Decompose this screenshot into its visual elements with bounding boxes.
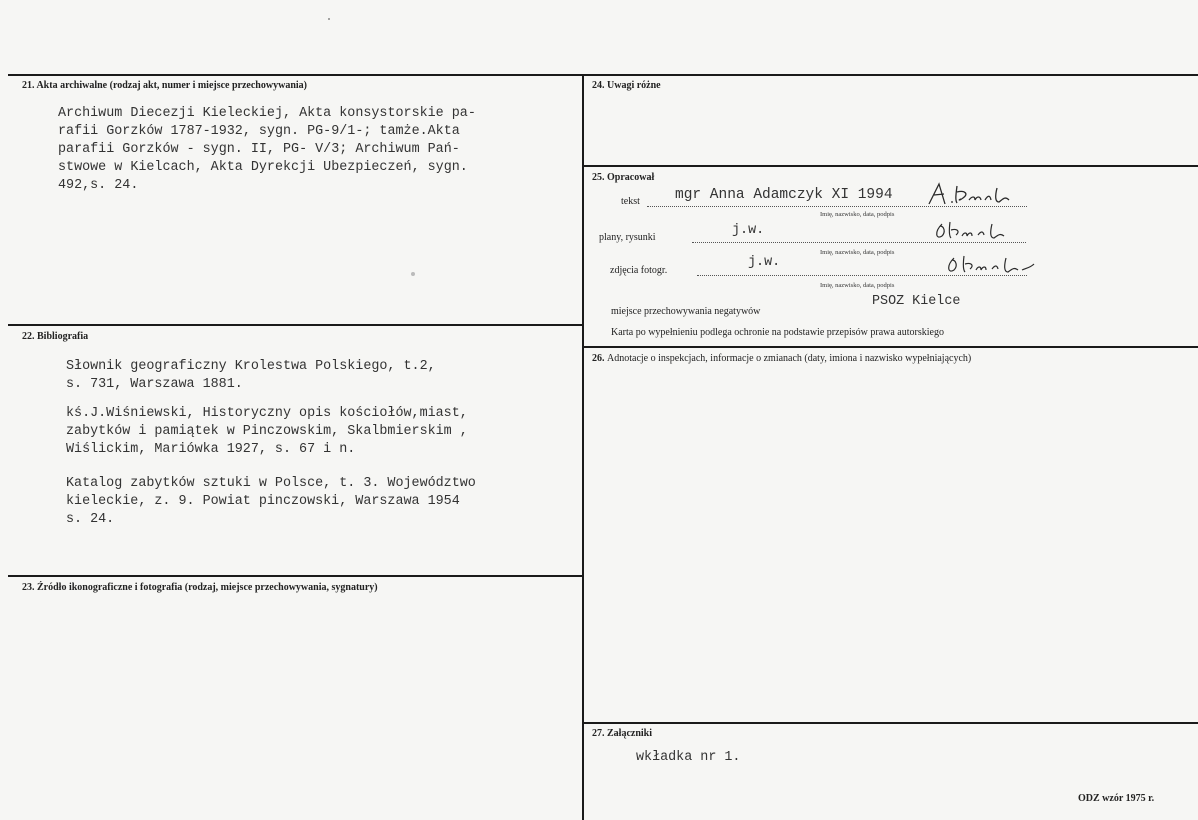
bibliography-3-line-2: kieleckie, z. 9. Powiat pinczowski, Warszawa 1954 (66, 494, 460, 509)
form-footer: ODZ wzór 1975 r. (1078, 793, 1155, 804)
section-26-number: 26. (592, 353, 605, 364)
section-22-number: 22. (22, 331, 35, 342)
section-22-label (22, 331, 88, 342)
divider-21-22 (8, 324, 583, 326)
section-27-title: Załączniki (607, 728, 653, 739)
section-21-title: Akta archiwalne (36, 80, 108, 91)
section-25-label (592, 172, 654, 183)
attachment-value: wkładka nr 1. (636, 750, 741, 765)
bibliography-3-line-3: s. 24. (66, 512, 115, 527)
signature-tekst (925, 180, 1045, 208)
divider-26-27 (582, 722, 1198, 724)
plany-label: plany, rysunki (599, 232, 656, 243)
copyright-note: Karta po wypełnieniu podlega ochronie na podstawie przepisów prawa autorskiego (611, 327, 944, 338)
section-21-line-5: 492,s. 24. (58, 178, 139, 193)
bibliography-2-line-3: Wiślickim, Mariówka 1927, s. 67 i n. (66, 442, 356, 457)
section-27-number: 27. (592, 728, 605, 739)
plany-caption: Imię, nazwisko, data, podpis (820, 249, 895, 256)
section-21-number: 21. (22, 80, 35, 91)
signature-zdjecia (942, 252, 1052, 276)
section-21-line-3: parafii Gorzków - sygn. II, PG- V/3; Archiwum Pań- (58, 142, 460, 157)
section-23-subtitle: (rodzaj, miejsce przechowywania, sygnatury) (184, 582, 378, 593)
section-26-title: Adnotacje o inspekcjach, informacje o zmianach (daty, imiona i nazwisko wypełniających) (607, 353, 972, 364)
zdjecia-value: j.w. (748, 255, 781, 270)
section-24-number: 24. (592, 80, 605, 91)
divider-22-23 (8, 575, 583, 577)
zdjecia-label: zdjęcia fotogr. (610, 265, 668, 276)
section-21-line-2: rafii Gorzków 1787-1932, sygn. PG-9/1-; tamże.Akta (58, 124, 460, 139)
bibliography-1-line-2: s. 731, Warszawa 1881. (66, 377, 243, 392)
negatyw-label: miejsce przechowywania negatywów (611, 306, 761, 317)
section-24-label (592, 80, 661, 91)
section-21-label (22, 80, 307, 91)
section-23-number: 23. (22, 582, 35, 593)
tekst-caption: Imię, nazwisko, data, podpis (820, 211, 895, 218)
section-23-title: Źródło ikonograficzne i fotografia (37, 582, 183, 593)
bibliography-3-line-1: Katalog zabytków sztuki w Polsce, t. 3. Województwo (66, 476, 476, 491)
top-border (8, 74, 1198, 76)
section-21-subtitle: (rodzaj akt, numer i miejsce przechowywania) (109, 80, 307, 91)
negatyw-value: PSOZ Kielce (872, 294, 961, 309)
bibliography-2-line-1: kś.J.Wiśniewski, Historyczny opis kościołów,miast, (66, 406, 468, 421)
column-divider (582, 74, 584, 820)
bibliography-1-line-1: Słownik geograficzny Krolestwa Polskiego, t.2, (66, 359, 436, 374)
bibliography-2-line-2: zabytków i pamiątek w Pinczowskim, Skalbmierskim , (66, 424, 468, 439)
section-23-label (22, 582, 378, 593)
tekst-label: tekst (621, 196, 640, 207)
section-21-line-1: Archiwum Diecezji Kieleckiej, Akta konsystorskie pa- (58, 106, 476, 121)
section-27-label (592, 728, 652, 739)
tekst-value: mgr Anna Adamczyk XI 1994 (675, 187, 893, 203)
section-25-number: 25. (592, 172, 605, 183)
divider-24-25 (582, 165, 1198, 167)
section-24-title: Uwagi różne (607, 80, 661, 91)
section-21-line-4: stwowe w Kielcach, Akta Dyrekcji Ubezpieczeń, sygn. (58, 160, 468, 175)
section-22-title: Bibliografia (37, 331, 89, 342)
section-25-title: Opracował (607, 172, 655, 183)
plany-value: j.w. (732, 223, 765, 238)
divider-25-26 (582, 346, 1198, 348)
section-26-label (592, 353, 971, 364)
signature-plany (932, 218, 1032, 242)
zdjecia-caption: Imię, nazwisko, data, podpis (820, 282, 895, 289)
